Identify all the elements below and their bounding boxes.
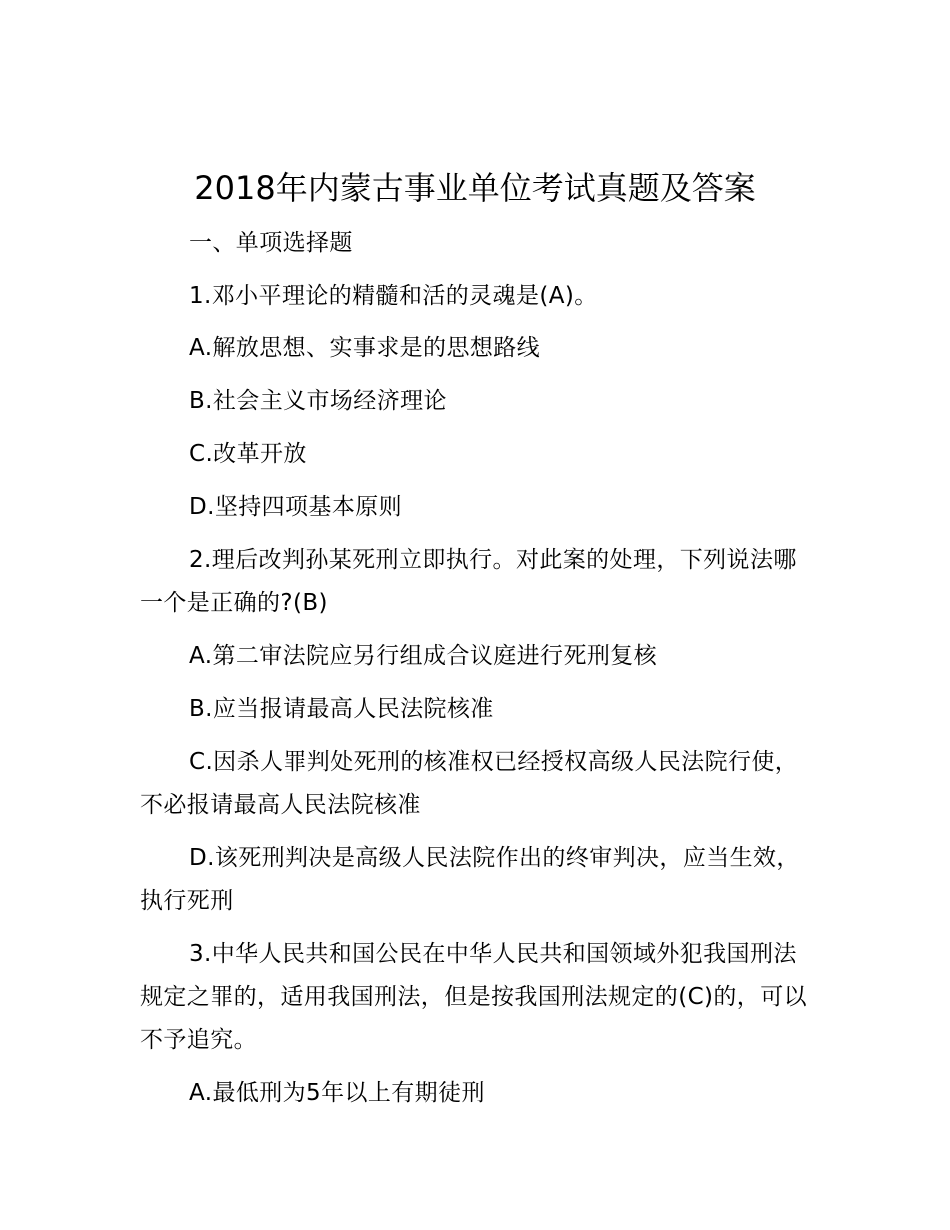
question-1-option-c: C.改革开放: [189, 441, 307, 467]
section-heading: 一、单项选择题: [189, 230, 353, 256]
question-1-option-b: B.社会主义市场经济理论: [189, 388, 447, 414]
question-1-option-d: D.坚持四项基本原则: [189, 494, 403, 520]
question-2-option-d: D.该死刑判决是高级人民法院作出的终审判决，应当生效，执行死刑: [140, 845, 800, 914]
question-1-stem: 1.邓小平理论的精髓和活的灵魂是(A)。: [189, 283, 598, 309]
question-2-option-b: B.应当报请最高人民法院核准: [189, 696, 494, 722]
question-1-option-a: A.解放思想、实事求是的思想路线: [189, 335, 541, 361]
question-2-option-a: A.第二审法院应另行组成合议庭进行死刑复核: [189, 643, 658, 669]
question-2-option-c: C.因杀人罪判处死刑的核准权已经授权高级人民法院行使，不必报请最高人民法院核准: [140, 749, 799, 818]
document-title: 2018年内蒙古事业单位考试真题及答案: [194, 169, 756, 207]
question-3-stem: 3.中华人民共和国公民在中华人民共和国领域外犯我国刑法规定之罪的，适用我国刑法，但是按我国刑法规定的(C)的，可以不予追究。: [140, 941, 808, 1053]
question-3-option-a: A.最低刑为5年以上有期徒刑: [189, 1080, 485, 1106]
question-2-stem: 2.理后改判孙某死刑立即执行。对此案的处理，下列说法哪一个是正确的?(B): [140, 547, 797, 616]
